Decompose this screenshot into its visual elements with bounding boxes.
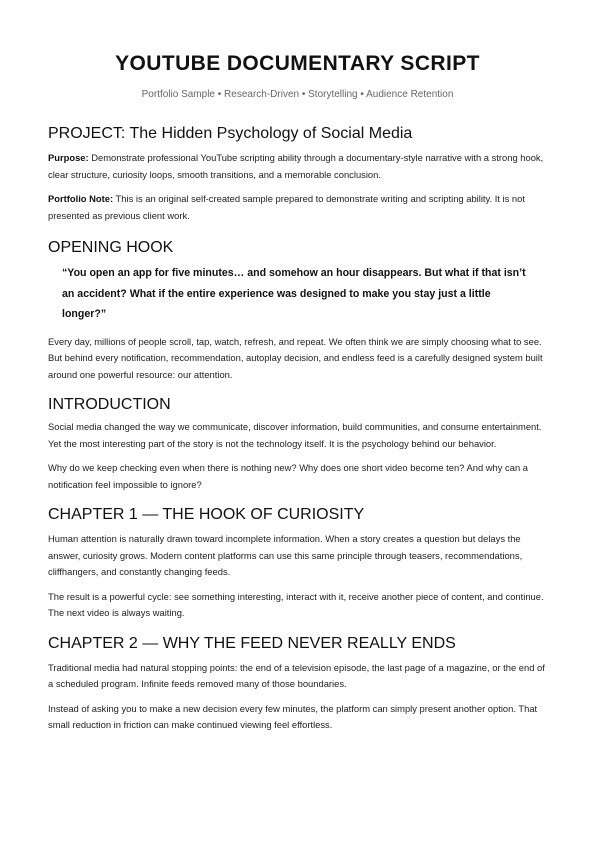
chapter-2-heading: CHAPTER 2 — WHY THE FEED NEVER REALLY ENDS: [48, 634, 456, 652]
chapter-2-paragraph-2: Instead of asking you to make a new decision every few minutes, the platform can simply present another option. That small reduction in friction can make continued viewing feel effortless.: [48, 702, 538, 730]
opening-hook-quote: “You open an app for five minutes… and somehow an hour disappears. But what if that isn’t an accident? What if the entire experience was designed to make you stay just a little longer?”: [62, 267, 526, 320]
purpose-text: Demonstrate professional YouTube scripting ability through a documentary-style narrative with a strong hook, clear structure, curiosity loops, smooth transitions, and a memorable conclusion.: [48, 152, 544, 180]
purpose-paragraph: [48, 150, 547, 183]
document-title: YOUTUBE DOCUMENTARY SCRIPT: [115, 52, 480, 75]
document-subtitle: Portfolio Sample • Research-Driven • Storytelling • Audience Retention: [141, 89, 454, 100]
chapter-1-paragraph-1: Human attention is naturally drawn toward incomplete information. When a story creates a question but delays the answer, curiosity grows. Modern content platforms can use this same principle through teasers, recommendations, cliffhangers, and constantly changing feeds.: [48, 533, 523, 577]
chapter-1-paragraph-2: The result is a powerful cycle: see something interesting, interact with it, receive another piece of content, and continue. The next video is always waiting.: [48, 590, 544, 618]
introduction-paragraph-1: Social media changed the way we communicate, discover information, build communities, and consume entertainment. Yet the most interesting part of the story is not the technology itself. It is the psychology behind our behavior.: [48, 421, 542, 449]
introduction-heading: INTRODUCTION: [48, 396, 171, 413]
project-heading: PROJECT: The Hidden Psychology of Social Media: [48, 125, 413, 142]
portfolio-note-text: This is an original self-created sample prepared to demonstrate writing and scripting ability. It is not presented as previous client work.: [48, 193, 525, 221]
chapter-2-paragraph-1: Traditional media had natural stopping points: the end of a television episode, the last page of a magazine, or the end of a scheduled program. Infinite feeds removed many of those boundaries.: [48, 661, 545, 689]
purpose-label: Purpose:: [48, 152, 89, 163]
portfolio-note-label: Portfolio Note:: [48, 193, 114, 204]
opening-hook-paragraph: Every day, millions of people scroll, tap, watch, refresh, and repeat. We often think we are simply choosing what to see. But behind every notification, recommendation, autoplay decision, and endless feed is a carefully designed system built around one powerful resource: our attention.: [48, 335, 543, 380]
introduction-paragraph-2: Why do we keep checking even when there is nothing new? Why does one short video become ten? And why can a notification feel impossible to ignore?: [48, 462, 528, 490]
chapter-1-heading: CHAPTER 1 — THE HOOK OF CURIOSITY: [48, 506, 365, 523]
portfolio-note-paragraph: [48, 191, 547, 224]
opening-hook-heading: OPENING HOOK: [48, 239, 174, 256]
